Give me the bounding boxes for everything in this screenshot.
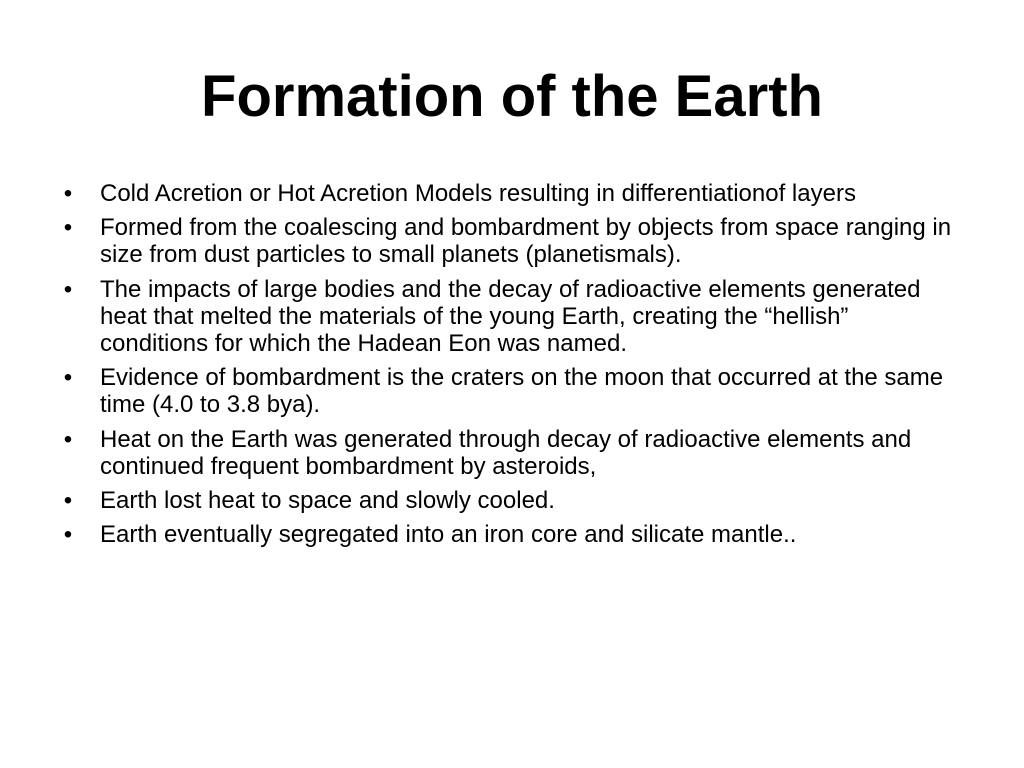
bullet-item — [58, 426, 958, 480]
bullet-item — [58, 487, 958, 514]
bullet-item — [58, 364, 958, 418]
bullet-text: The impacts of large bodies and the decay of radioactive elements generated heat that melted the materials of the young Earth, creating the “hellish” conditions for which the Hadean Eon was named. — [100, 275, 921, 358]
bullet-list — [58, 180, 958, 555]
bullet-icon: • — [63, 214, 73, 242]
bullet-text: Cold Acretion or Hot Acretion Models resulting in differentiationof layers — [100, 180, 856, 207]
bullet-item — [58, 276, 958, 358]
bullet-icon: • — [63, 364, 73, 392]
bullet-text: Formed from the coalescing and bombardment by objects from space ranging in size from dust particles to small planets (planetismals). — [100, 214, 952, 269]
bullet-icon: • — [63, 180, 73, 207]
bullet-text: Heat on the Earth was generated through decay of radioactive elements and continued frequent bombardment by asteroids, — [100, 425, 912, 480]
bullet-icon: • — [63, 275, 73, 303]
bullet-icon: • — [63, 425, 73, 453]
slide-title: Formation of the Earth — [201, 64, 823, 129]
bullet-text: Earth eventually segregated into an iron core and silicate mantle.. — [100, 521, 797, 549]
bullet-text: Earth lost heat to space and slowly cooled. — [100, 487, 555, 515]
bullet-item — [58, 521, 958, 548]
bullet-icon: • — [63, 521, 73, 549]
bullet-item — [58, 214, 958, 268]
bullet-text: Evidence of bombardment is the craters on the moon that occurred at the same time (4.0 to 3.8 bya). — [100, 364, 944, 419]
bullet-item — [58, 180, 958, 207]
bullet-icon: • — [63, 487, 73, 515]
